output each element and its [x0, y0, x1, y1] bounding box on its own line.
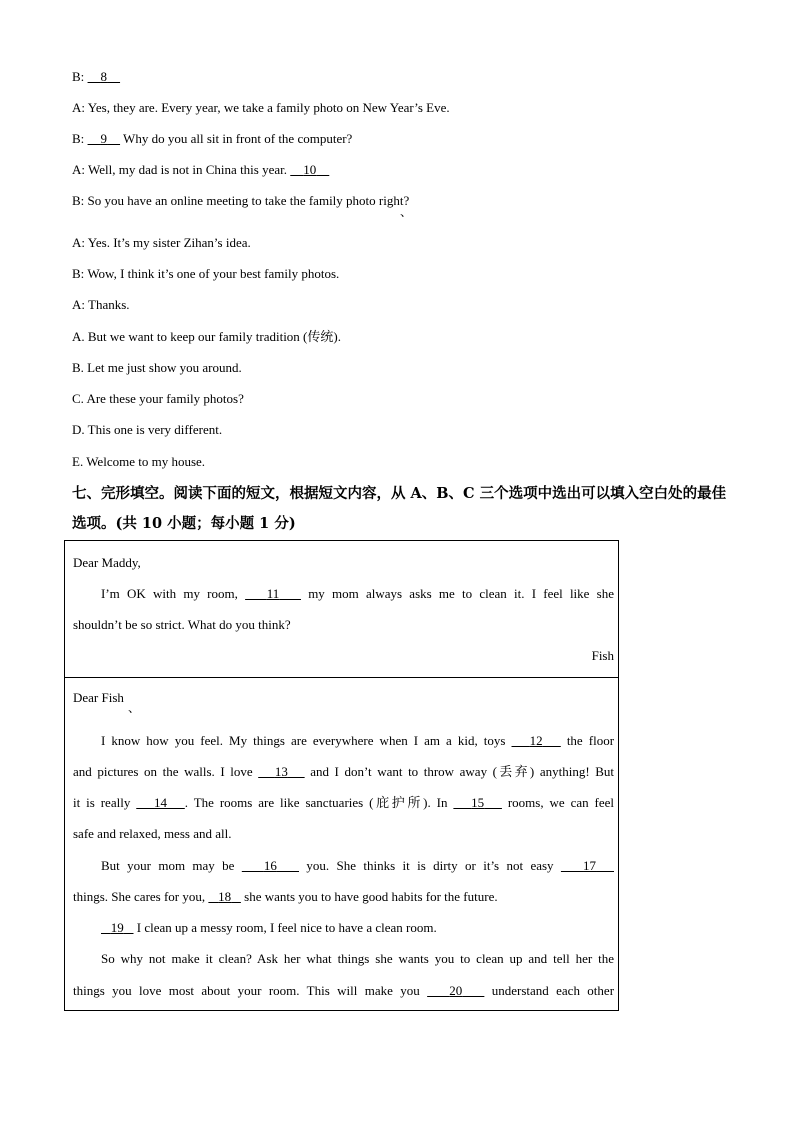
letter-box — [64, 540, 619, 1011]
dialogue-text: Well, my dad is not in China this year. — [88, 162, 291, 177]
letter-line: shouldn’t be so strict. What do you think? — [73, 617, 291, 632]
answer-blank: 18 — [218, 889, 232, 904]
answer-blank: 13 — [274, 764, 288, 779]
dialogue-line — [72, 235, 251, 251]
option-item: D. This one is very different. — [72, 422, 223, 437]
answer-blank: 15 — [471, 795, 485, 810]
dialogue-text: Wow, I think it’s one of your best family photos. — [87, 266, 340, 281]
dialogue-line — [72, 100, 450, 116]
answer-blank: 14 — [154, 795, 168, 810]
dialogue-text: Why do you all sit in front of the computer? — [120, 131, 353, 146]
speaker-label: A: — [72, 100, 85, 115]
speaker-label: A: — [72, 235, 85, 250]
letter-signature: Fish — [591, 648, 614, 663]
speaker-label: A: — [72, 162, 85, 177]
section-heading: 七、完形填空。阅读下面的短文，根据短文内容，从 A、B、C 三个选项中选出可以填入空白处的最佳选项。(共 10 小题；每小题 1 分) — [72, 485, 727, 532]
letter-line: and pictures on the walls. I love 13 and I don’t want to throw away (丢弃) anything! But — [73, 764, 615, 779]
letter-greeting: Dear Fish — [73, 690, 124, 705]
speaker-label: B: — [72, 131, 85, 146]
letter-line: 19 I clean up a messy room, I feel nice to have a clean room. — [101, 920, 614, 936]
box-divider — [65, 677, 618, 678]
dialogue-line — [72, 193, 409, 209]
speaker-label: B: — [72, 193, 85, 208]
letter-line: But your mom may be 16 you. She thinks it is dirty or it’s not easy 17 — [101, 858, 614, 874]
answer-blank: 17 — [583, 858, 597, 873]
answer-blank: 20 — [449, 983, 463, 998]
dialogue-line — [72, 131, 352, 147]
option-item: E. Welcome to my house. — [72, 454, 206, 469]
comma-mark: 、 — [400, 205, 413, 219]
answer-blank: 19 — [110, 920, 124, 935]
dialogue-text: right? — [378, 193, 410, 208]
answer-blank: 10 — [303, 162, 317, 177]
comma-mark: 、 — [128, 701, 141, 715]
letter-line: safe and relaxed, mess and all. — [73, 826, 232, 841]
answer-blank: 8 — [100, 69, 108, 84]
letter-line: things you love most about your room. This will make you 20 understand each other — [73, 983, 615, 998]
speaker-label: B: — [72, 266, 85, 281]
speaker-label: B: — [72, 69, 85, 84]
letter-line: it is really 14 . The rooms are like sanctuaries (庇护所). In 15 rooms, we can feel — [73, 795, 615, 810]
dialogue-line — [72, 69, 120, 85]
dialogue-text: Yes. It’s my sister Zihan’s idea. — [87, 235, 251, 250]
letter-line: I know how you feel. My things are everywhere when I am a kid, toys 12 the floor — [101, 733, 615, 748]
answer-blank: 16 — [263, 858, 277, 873]
dialogue-line — [72, 297, 130, 313]
dialogue-line — [72, 266, 339, 282]
answer-blank: 9 — [100, 131, 108, 146]
option-item: C. Are these your family photos? — [72, 391, 244, 406]
option-item: A. But we want to keep our family tradition (传统). — [72, 329, 341, 344]
letter-line: So why not make it clean? Ask her what things she wants you to clean up and tell her the — [101, 951, 614, 966]
answer-blank: 11 — [266, 586, 280, 601]
dialogue-text: Yes, they are. Every year, we take a family photo on New Year’s Eve. — [87, 100, 450, 115]
dialogue-text: Thanks. — [88, 297, 130, 312]
letter-line: things. She cares for you, 18 she wants you to have good habits for the future. — [73, 889, 498, 904]
dialogue-text: So you have an online meeting to take the family photo — [87, 193, 376, 208]
dialogue-line — [72, 162, 329, 178]
option-item: B. Let me just show you around. — [72, 360, 242, 375]
speaker-label: A: — [72, 297, 85, 312]
answer-blank: 12 — [529, 733, 543, 748]
letter-greeting: Dear Maddy, — [73, 555, 141, 570]
letter-line: I’m OK with my room, 11 my mom always asks me to clean it. I feel like she — [101, 586, 614, 601]
